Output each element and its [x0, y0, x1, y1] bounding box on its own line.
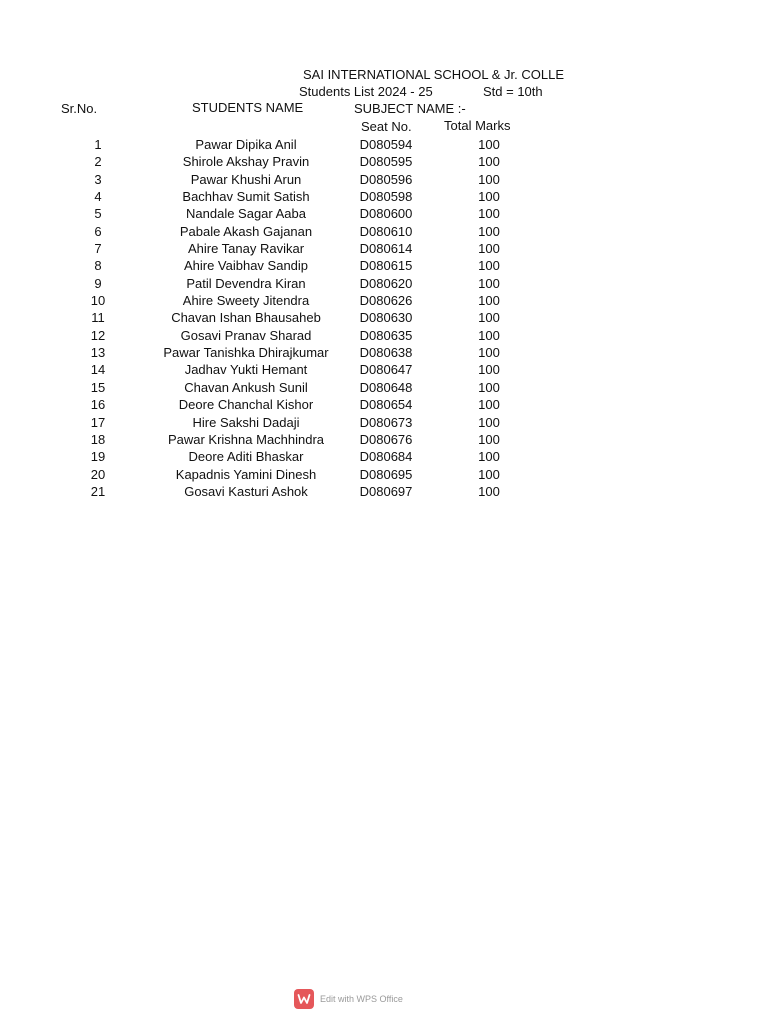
student-name-cell: Deore Chanchal Kishor	[178, 397, 314, 413]
seat-no-cell: D080630	[359, 310, 413, 326]
sr-no-cell: 5	[94, 206, 102, 222]
seat-no-cell: D080596	[359, 171, 413, 187]
table-row	[0, 379, 768, 396]
table-row	[0, 223, 768, 240]
total-marks-cell: 100	[478, 137, 500, 152]
seat-no-cell: D080610	[359, 223, 413, 239]
total-marks-cell: 100	[478, 362, 500, 378]
sr-no-cell: 20	[90, 466, 106, 482]
total-marks-cell: 100	[478, 241, 500, 257]
student-name-cell: Pawar Krishna Machhindra	[167, 431, 325, 447]
seat-no-cell: D080626	[359, 293, 413, 309]
total-marks-cell: 100	[478, 189, 500, 205]
student-name-cell: Pawar Khushi Arun	[190, 171, 302, 187]
table-row	[0, 240, 768, 257]
total-marks-cell: 100	[478, 466, 500, 482]
table-row	[0, 136, 768, 153]
list-title: Students List 2024 - 25	[299, 84, 433, 99]
students-table	[0, 136, 768, 500]
table-row	[0, 292, 768, 309]
table-row	[0, 205, 768, 222]
table-row	[0, 188, 768, 205]
seat-no-cell: D080684	[359, 449, 413, 465]
standard-label: Std = 10th	[483, 84, 543, 99]
total-marks-cell: 100	[478, 449, 500, 465]
sr-no-cell: 8	[94, 258, 102, 274]
seat-no-cell: D080647	[359, 362, 413, 378]
student-name-cell: Shirole Akshay Pravin	[182, 154, 310, 170]
total-marks-cell: 100	[478, 223, 500, 239]
seat-no-cell: D080654	[359, 397, 413, 413]
seat-no-cell: D080594	[359, 137, 413, 152]
seat-no-cell: D080697	[359, 483, 413, 499]
sr-no-cell: 3	[94, 171, 102, 187]
seat-no-cell: D080695	[359, 466, 413, 482]
seat-no-cell: D080598	[359, 189, 413, 205]
student-name-cell: Ahire Sweety Jitendra	[182, 293, 310, 309]
subject-name-label: SUBJECT NAME :-	[354, 101, 466, 116]
student-name-cell: Hire Sakshi Dadaji	[192, 414, 300, 430]
student-name-cell: Ahire Vaibhav Sandip	[183, 258, 309, 274]
column-header-sr-no: Sr.No.	[61, 101, 98, 116]
student-name-cell: Chavan Ishan Bhausaheb	[171, 310, 321, 326]
sr-no-cell: 12	[90, 327, 106, 343]
student-name-cell: Pawar Dipika Anil	[195, 137, 297, 152]
seat-no-cell: D080635	[359, 327, 413, 343]
student-name-cell: Ahire Tanay Ravikar	[187, 241, 305, 257]
table-row	[0, 257, 768, 274]
total-marks-cell: 100	[478, 397, 500, 413]
column-header-seat-no: Seat No.	[361, 119, 412, 134]
student-name-cell: Pawar Tanishka Dhirajkumar	[163, 345, 329, 361]
student-name-cell: Gosavi Pranav Sharad	[180, 327, 312, 343]
school-name: SAI INTERNATIONAL SCHOOL & Jr. COLLE	[303, 67, 565, 82]
total-marks-cell: 100	[478, 483, 500, 499]
total-marks-cell: 100	[478, 379, 500, 395]
student-name-cell: Jadhav Yukti Hemant	[184, 362, 308, 378]
student-name-cell: Pabale Akash Gajanan	[179, 223, 313, 239]
table-row	[0, 327, 768, 344]
sr-no-cell: 6	[94, 223, 102, 239]
sr-no-cell: 11	[91, 310, 105, 326]
sr-no-cell: 14	[90, 362, 106, 378]
seat-no-cell: D080620	[359, 275, 413, 291]
wps-footer[interactable]	[294, 989, 403, 1009]
total-marks-cell: 100	[478, 327, 500, 343]
table-row	[0, 483, 768, 500]
sr-no-cell: 7	[94, 241, 102, 257]
table-row	[0, 309, 768, 326]
student-name-cell: Patil Devendra Kiran	[186, 275, 306, 291]
seat-no-cell: D080648	[359, 379, 413, 395]
total-marks-cell: 100	[478, 293, 500, 309]
seat-no-cell: D080615	[359, 258, 413, 274]
total-marks-cell: 100	[478, 258, 500, 274]
student-name-cell: Bachhav Sumit Satish	[182, 189, 310, 205]
sr-no-cell: 21	[90, 483, 106, 499]
sr-no-cell: 17	[90, 414, 106, 430]
student-name-cell: Kapadnis Yamini Dinesh	[175, 466, 317, 482]
seat-no-cell: D080676	[359, 431, 413, 447]
total-marks-cell: 100	[478, 310, 500, 326]
seat-no-cell: D080638	[359, 345, 413, 361]
sr-no-cell: 4	[94, 189, 102, 205]
sr-no-cell: 9	[94, 275, 102, 291]
sr-no-cell: 2	[94, 154, 102, 170]
total-marks-cell: 100	[478, 206, 500, 222]
table-row	[0, 275, 768, 292]
table-row	[0, 171, 768, 188]
table-row	[0, 466, 768, 483]
sr-no-cell: 18	[90, 431, 106, 447]
table-row	[0, 431, 768, 448]
table-row	[0, 396, 768, 413]
sr-no-cell: 10	[90, 293, 106, 309]
total-marks-cell: 100	[478, 414, 500, 430]
table-row	[0, 153, 768, 170]
total-marks-cell: 100	[478, 171, 500, 187]
sr-no-cell: 13	[90, 345, 106, 361]
seat-no-cell: D080614	[359, 241, 413, 257]
sr-no-cell: 19	[90, 449, 106, 465]
total-marks-cell: 100	[478, 431, 500, 447]
total-marks-cell: 100	[478, 154, 500, 170]
student-name-cell: Nandale Sagar Aaba	[186, 206, 306, 222]
seat-no-cell: D080600	[359, 206, 413, 222]
seat-no-cell: D080595	[359, 154, 413, 170]
edit-with-wps-label: Edit with WPS Office	[320, 994, 403, 1004]
seat-no-cell: D080673	[359, 414, 413, 430]
student-name-cell: Chavan Ankush Sunil	[184, 379, 308, 395]
table-row	[0, 414, 768, 431]
table-row	[0, 448, 768, 465]
wps-logo-icon	[294, 989, 314, 1009]
column-header-students-name: STUDENTS NAME	[192, 100, 304, 115]
column-header-total-marks: Total Marks	[444, 118, 511, 133]
total-marks-cell: 100	[478, 275, 500, 291]
student-name-cell: Deore Aditi Bhaskar	[188, 449, 304, 465]
sr-no-cell: 16	[90, 397, 106, 413]
student-name-cell: Gosavi Kasturi Ashok	[184, 483, 308, 499]
table-row	[0, 344, 768, 361]
table-row	[0, 361, 768, 378]
sr-no-cell: 15	[90, 379, 106, 395]
total-marks-cell: 100	[478, 345, 500, 361]
sr-no-cell: 1	[94, 137, 102, 152]
